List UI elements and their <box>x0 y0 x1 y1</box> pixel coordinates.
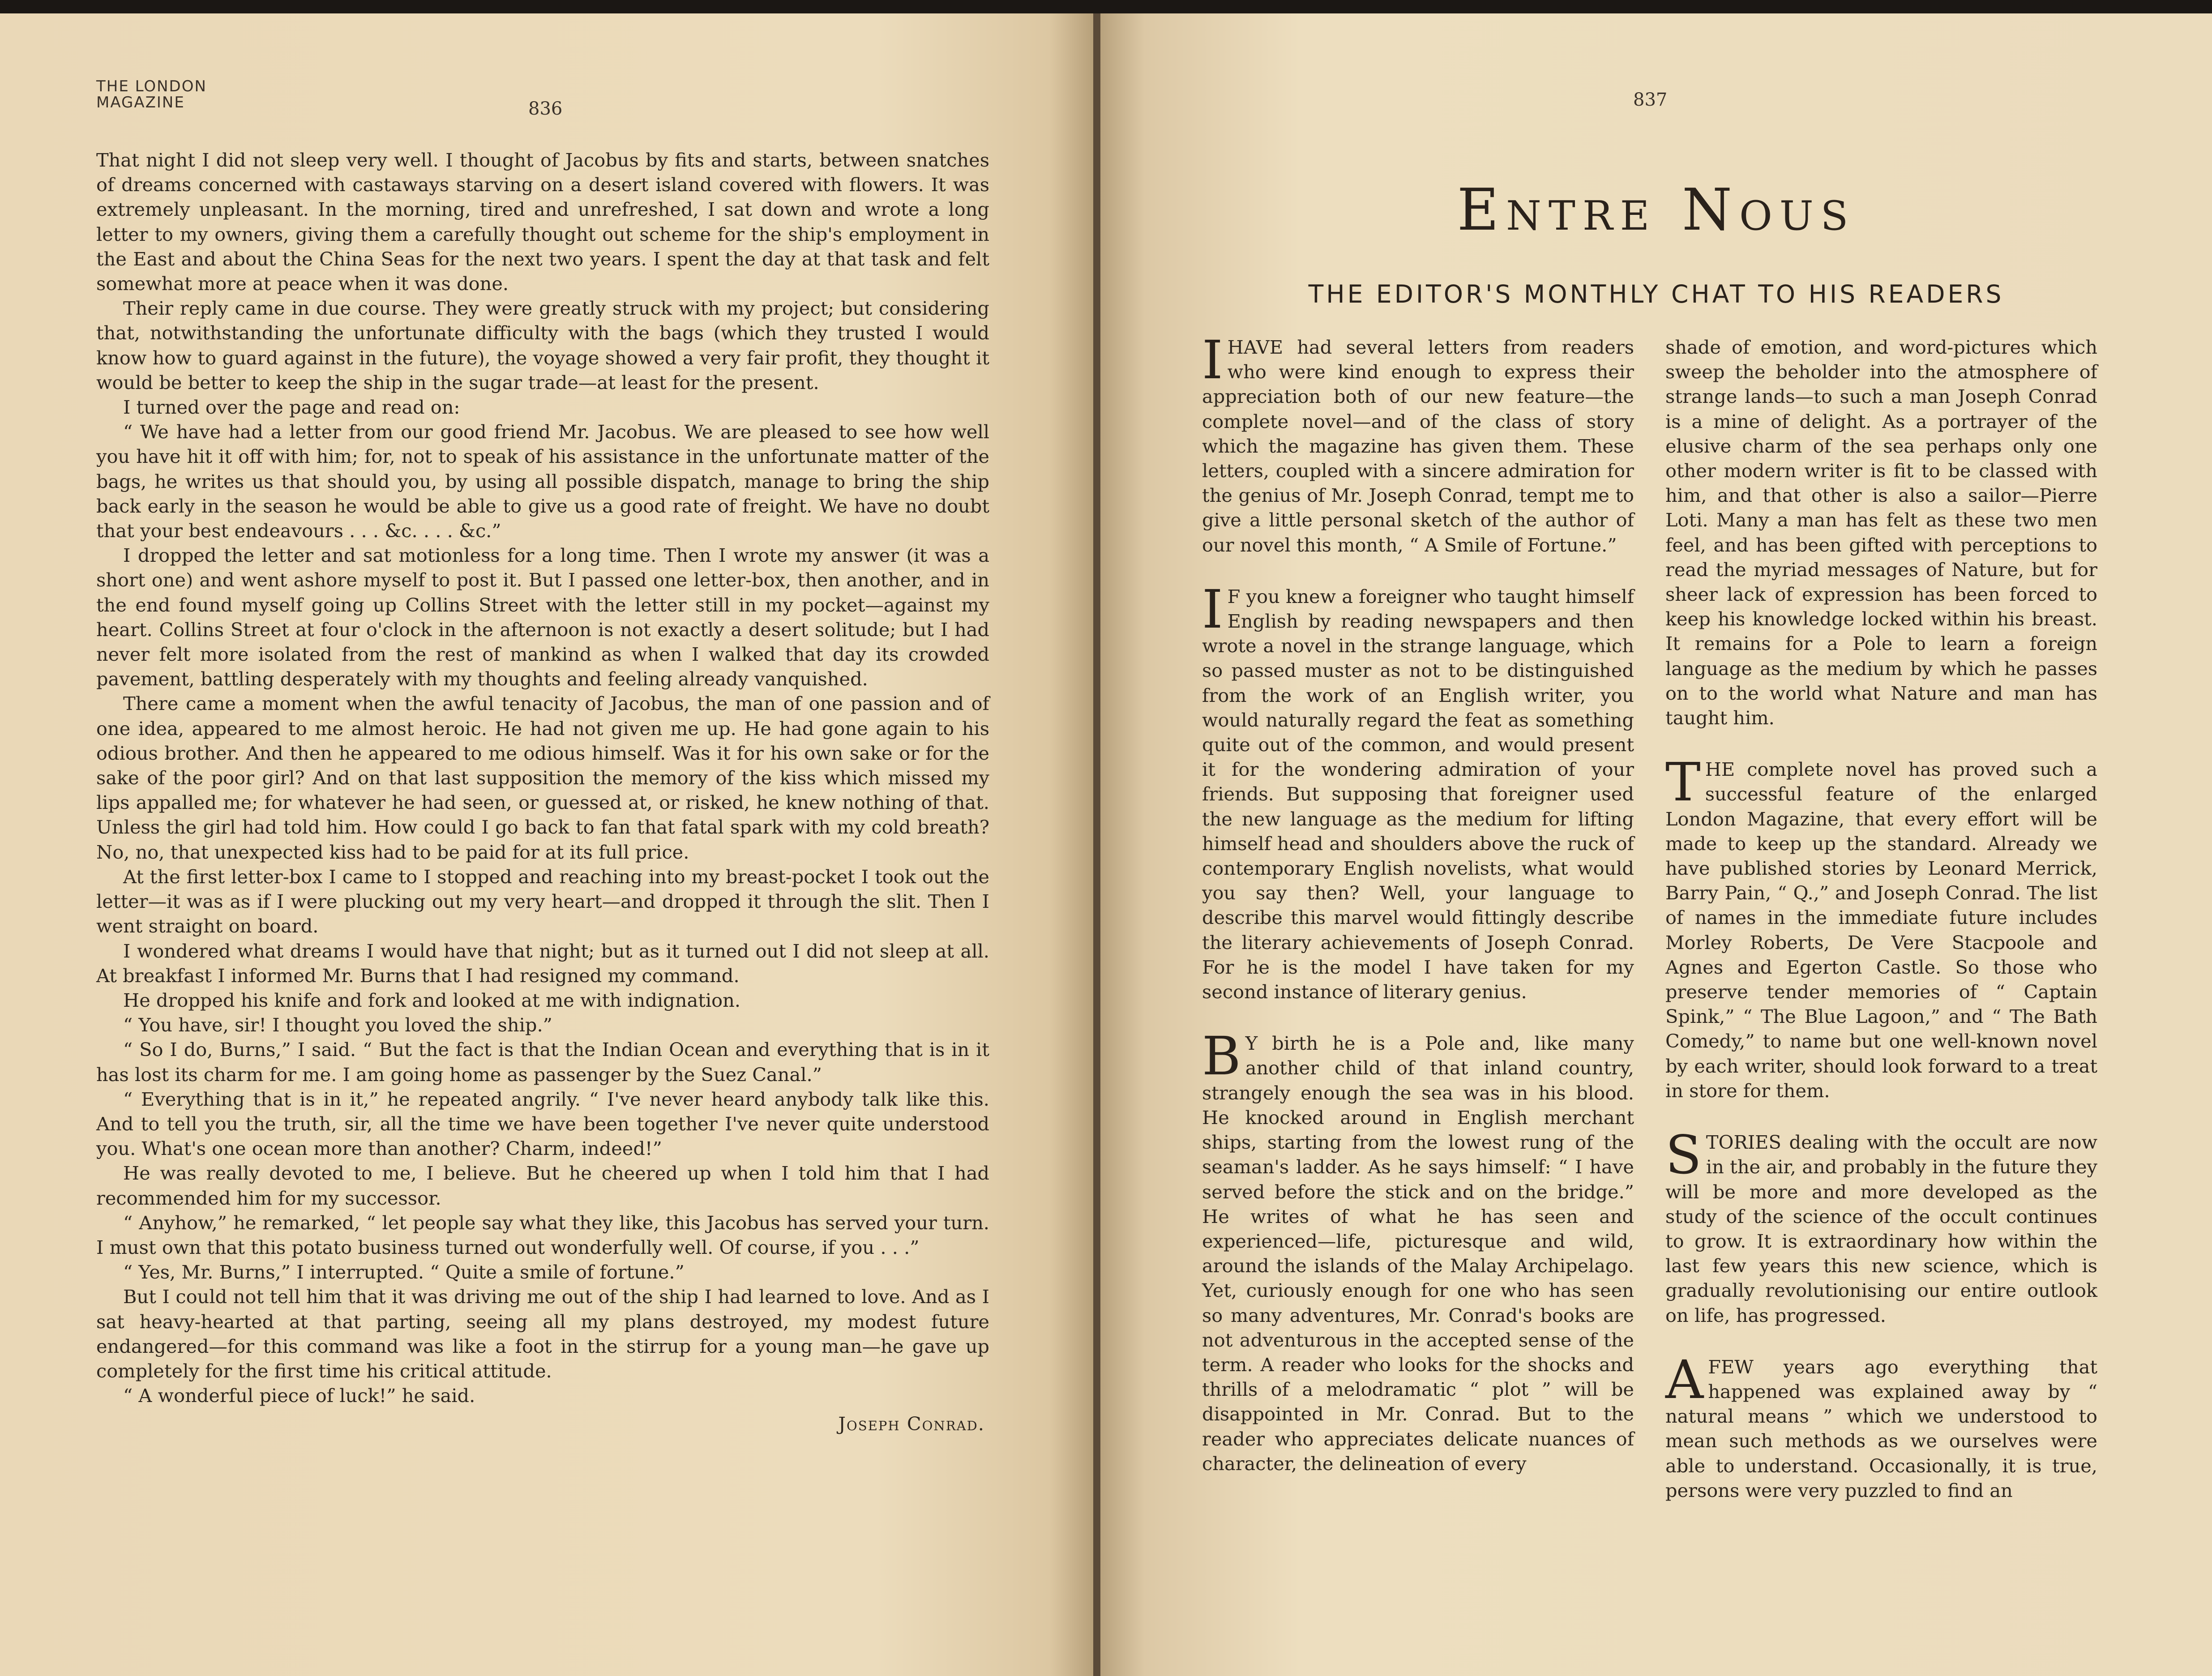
article-paragraph <box>1202 578 1634 1004</box>
paragraph: But I could not tell him that it was driving me out of the ship I had learned to love. And as I sat heavy-hearted at that parting, seeing all my plans destroyed, my modest future endangered—for this command was like a foot in the stirrup for a young man—he gave up completely for the first time his critical attitude. <box>96 1286 989 1382</box>
drop-cap: T <box>1665 751 1701 813</box>
paragraph-text: HAVE had several letters from readers who were kind enough to express their appreciation both of our new feature—the complete novel—and of the class of story which the magazine has given them. These letters, coupled with a sincere admiration for the genius of Mr. Joseph Conrad, tempt me to give a little personal sketch of the author of our novel this month, “ A Smile of Fortune.” <box>1202 336 1634 556</box>
paragraph: There came a moment when the awful tenacity of Jacobus, the man of one passion and of one idea, appeared to me almost heroic. He had not given me up. He had gone again to his odious brother. And then he appeared to me odious himself. Was it for his own sake or for the sake of the poor girl? And on that last supposition the memory of the kiss which missed my lips appalled me; for whatever he had seen, or guessed at, or risked, he knew nothing of that. Unless the girl had told him. How could I go back to fan that fatal spark with my cold breath? No, no, that unexpected kiss had to be paid for at its full price. <box>96 693 989 863</box>
paragraph: Their reply came in due course. They were greatly struck with my project; but considering that, notwithstanding the unfortunate difficulty with the bags (which they trusted I would know how to guard against in the future), the voyage showed a very fair profit, they thought it would be better to keep the ship in the sugar trade—at least for the present. <box>96 297 989 393</box>
right-page-number: 837 <box>1633 90 1668 110</box>
paragraph: I wondered what dreams I would have that night; but as it turned out I did not sleep at all. At breakfast I informed Mr. Burns that I had resigned my command. <box>96 940 989 987</box>
paragraph: “ You have, sir! I thought you loved the ship.” <box>123 1014 552 1036</box>
column-left <box>1202 329 1634 1503</box>
paragraph: I turned over the page and read on: <box>123 396 460 419</box>
paragraph-text: HE complete novel has proved such a successful feature of the enlarged London Magazine, that every effort will be made to keep up the standard. Already we have published stories by Leonard Merrick, Barry Pain, “ Q.,” and Joseph Conrad. The list of names in the immediate future includes Morley Roberts, De Vere Stacpoole and Agnes and Egerton Castle. So those who preserve tender memories of “ Captain Spink,” “ The Blue Lagoon,” and “ The Bath Comedy,” to name but one well-known novel by each writer, should look forward to a treat in store for them. <box>1665 758 2097 1102</box>
paragraph: That night I did not sleep very well. I thought of Jacobus by fits and starts, between snatches of dreams concerned with castaways starving on a desert island covered with flowers. It was extremely unpleasant. In the morning, tired and unrefreshed, I sat down and wrote a long letter to my owners, giving them a carefully thought out scheme for the ship's employment in the East and about the China Seas for the next two years. I spent the day at that task and felt somewhat more at peace when it was done. <box>96 149 989 295</box>
paragraph: “ Anyhow,” he remarked, “ let people say what they like, this Jacobus has served your turn. I must own that this potato business turned out wonderfully well. Of course, if you . . .” <box>96 1211 989 1258</box>
paragraph: He dropped his knife and fork and looked at me with indignation. <box>123 989 741 1011</box>
paragraph: At the first letter-box I came to I stopped and reaching into my breast-pocket I took out the letter—it was as if I were plucking out my very heart—and dropped it through the slit. Then I went straight on board. <box>96 865 989 937</box>
paragraph: “ Yes, Mr. Burns,” I interrupted. “ Quite a smile of fortune.” <box>123 1261 685 1283</box>
article-paragraph <box>1202 329 1634 557</box>
column-right <box>1665 335 2097 1530</box>
running-head-line1: THE LONDON <box>96 77 207 95</box>
paragraph: I dropped the letter and sat motionless for a long time. Then I wrote my answer (it was a short one) and went ashore myself to post it. But I passed one letter-box, then another, and in the end found myself going up Collins Street with the letter still in my pocket—against my heart. Collins Street at four o'clock in the afternoon is not exactly a desert solitude; but I had never felt more isolated from the rest of mankind as when I walked that day its crowded pavement, battling desperately with my thoughts and feeling already vanquished. <box>96 544 989 690</box>
article-paragraph <box>1202 1025 1634 1476</box>
paragraph-text: shade of emotion, and word-pictures which sweep the beholder into the atmosphere of strange lands—to such a man Joseph Conrad is a mine of delight. As a portrayer of the elusive charm of the sea perhaps only one other modern writer is fit to be classed with him, and that other is also a sailor—Pierre Loti. Many a man has felt as these two men feel, and has been gifted with perceptions to read the myriad messages of Nature, but for sheer lack of expression has been forced to keep his knowledge locked within his breast. It remains for a Pole to learn a foreign language as the medium by which he passes on to the world what Nature and man has taught him. <box>1665 336 2097 729</box>
page-title: Entre Nous <box>1457 177 1856 244</box>
drop-cap: I <box>1202 329 1223 391</box>
article-paragraph <box>1665 751 2097 1103</box>
article-paragraph <box>1665 1348 2097 1503</box>
paragraph: “ Everything that is in it,” he repeated angrily. “ I've never heard anybody talk like this. And to tell you the truth, sir, all the time we have been together I've never quite understood you. What's one ocean more than another? Charm, indeed!” <box>96 1088 989 1160</box>
paragraph-text: TORIES dealing with the occult are now in the air, and probably in the future they will be more and more developed as the study of the science of the occult continues to grow. It is extraordinary how within the last few years this new science, which is gradually revolutionising our entire outlook on life, has progressed. <box>1665 1131 2097 1326</box>
paragraph: “ So I do, Burns,” I said. “ But the fact is that the Indian Ocean and everything that is in it has lost its charm for me. I am going home as passenger by the Suez Canal.” <box>96 1039 989 1086</box>
paragraph-text: Y birth he is a Pole and, like many another child of that inland country, strangely enough the sea was in his blood. He knocked around in English merchant ships, starting from the lowest rung of the seaman's ladder. As he says himself: “ I have served before the stick and on the bridge.” He writes of what he has seen and experienced—life, picturesque and wild, around the islands of the Malay Archipelago. Yet, curiously enough for one who has seen so many adventures, Mr. Conrad's books are not adventurous in the accepted sense of the term. A reader who looks for the shocks and thrills of a melodramatic “ plot ” will be disappointed in Mr. Conrad. But to the reader who appreciates delicate nuances of character, the delineation of every <box>1202 1032 1634 1475</box>
left-page-text <box>96 148 989 1437</box>
drop-cap: A <box>1665 1348 1704 1411</box>
drop-cap: S <box>1665 1124 1702 1186</box>
author-signature: Joseph Conrad. <box>838 1413 985 1435</box>
drop-cap: B <box>1202 1025 1241 1087</box>
book-gutter <box>1093 13 1100 1676</box>
paragraph-text: FEW years ago everything that happened was explained away by “ natural means ” which we understood to mean such methods as we ourselves were able to understand. Occasionally, it is true, persons were very puzzled to find an <box>1665 1355 2097 1501</box>
paragraph: “ We have had a letter from our good friend Mr. Jacobus. We are pleased to see how well you have hit it off with him; for, not to speak of his assistance in the unfortunate matter of the bags, he writes us that should you, by using all possible dispatch, manage to bring the ship back early in the season he would be able to give us a good rate of freight. We have no doubt that your best endeavours . . . &c. . . . &c.” <box>96 421 989 542</box>
drop-cap: I <box>1202 578 1223 640</box>
article-paragraph <box>1665 335 2097 730</box>
paragraph: “ A wonderful piece of luck!” he said. <box>123 1385 475 1407</box>
page-subtitle: THE EDITOR'S MONTHLY CHAT TO HIS READERS <box>1308 280 2004 308</box>
paragraph: He was really devoted to me, I believe. But he cheered up when I told him that I had recommended him for my successor. <box>96 1162 989 1209</box>
paragraph-text: F you knew a foreigner who taught himself English by reading newspapers and then wrote a novel in the strange language, which so passed muster as not to be distinguished from the work of an English writer, you would naturally regard the feat as something quite out of the common, and would present it for the wondering admiration of your friends. But supposing that foreigner used the new language as the medium for lifting himself head and shoulders above the ruck of contemporary English novelists, what would you say then? Well, your language to describe this marvel would fittingly describe the literary achievements of Joseph Conrad. For he is the model I have taken for my second instance of literary genius. <box>1202 585 1634 1003</box>
left-page-number: 836 <box>528 98 563 119</box>
running-head <box>96 78 207 111</box>
article-paragraph <box>1665 1124 2097 1328</box>
running-head-line2: MAGAZINE <box>96 94 185 111</box>
